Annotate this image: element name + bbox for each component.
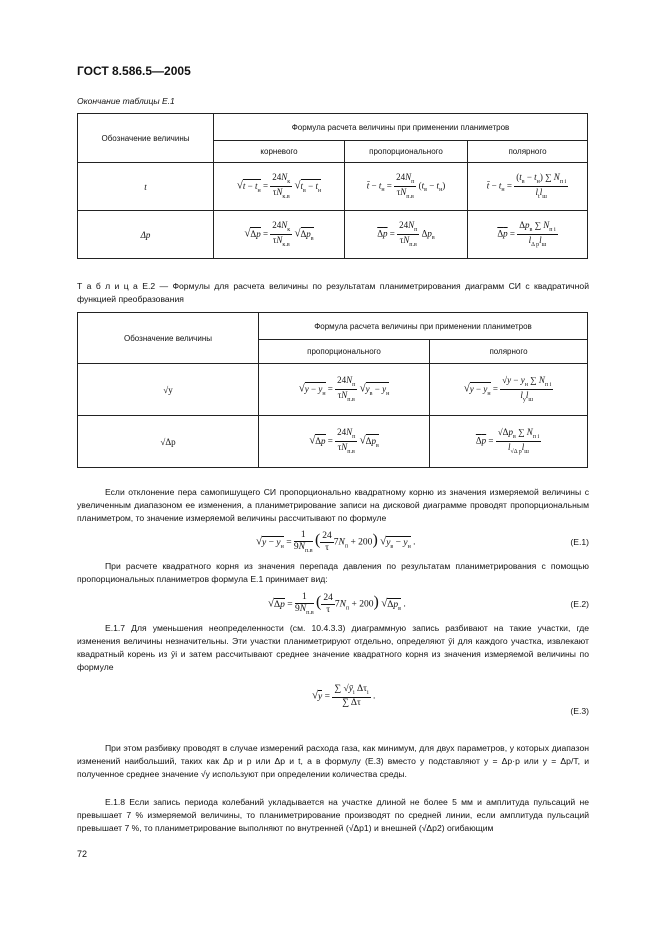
formula-root-t: $√t - t_н$ = $\frac{24N_к}{\tau N_{к.в}}$ $√t_в - t_н$	[214, 163, 345, 211]
table2-col-header: Обозначение величины	[78, 313, 259, 364]
formula-root-dp: √Δp = $\frac{24N_к}{\tau N_{к.в}}$ $√\Delta p_в$	[214, 211, 345, 259]
table1-caption: Окончание таблицы Е.1	[77, 96, 175, 106]
equation-e1-number: (Е.1)	[570, 537, 589, 547]
table-e1	[77, 113, 588, 259]
table2-row-symbol: √Δp	[78, 416, 259, 468]
table2-subheader-polar: полярного	[430, 340, 588, 364]
formula-proportional-y: $√y - y_н$ = $\frac{24N_п}{\tau N_{п.в}}$ $√y_в - y_н$	[259, 364, 430, 416]
table1-row-symbol: Δp	[78, 211, 214, 259]
table2-row-symbol: √y	[78, 364, 259, 416]
table1-subheader-root: корневого	[214, 141, 345, 163]
paragraph-5: Е.1.8 Если запись периода колебаний укладывается на участке длиной не более 5 мм и амплитуда пульсаций не превышает 7 % измеряемой величины, то планиметрирование производят по средней линии, если амплитуда пульсаций превышает 7 %, то планиметрирование выполняют по внутренней (√Δp1) и внешней (√Δp2) огибающим	[77, 797, 589, 833]
paragraph-2: При расчете квадратного корня из значения перепада давления по результатам планиметрирования с помощью пропорциональных планиметров формула Е.1 принимает вид:	[77, 561, 589, 584]
formula-polar-t: t̄ − $t_н$ = $\frac{(t_в - t_н) \sum N_{п i}}{l_tl_ш}$	[468, 163, 588, 211]
equation-e3-number: (Е.3)	[570, 706, 589, 716]
table2-group-header: Формула расчета величины при применении планиметров	[259, 313, 588, 340]
table1-row-symbol: t	[78, 163, 214, 211]
table2-subheader-proportional: пропорционального	[259, 340, 430, 364]
table1-subheader-polar: полярного	[468, 141, 588, 163]
formula-proportional-dp: Δp = $\frac{24N_п}{\tau N_{п.в}}$ $\Delta p_в$	[345, 211, 468, 259]
paragraph-3: Е.1.7 Для уменьшения неопределенности (см. 10.4.3.3) диаграммную запись разбивают на такие участки, где изменения величины незначительны. Эти участки планиметрируют отдельно, определяют ȳi для каждого участка, извлекают квадратный корень из ȳi и затем рассчитывают среднее значение квадратного корня из значения измеряемой величины по формуле	[77, 623, 589, 672]
equation-e1: $√y - y_н$ = $\frac{1}{9N_{п.в}}$ ( $\frac{24}{\tau}$ $7N_п + 200$) $√y_в - y_н$ .	[256, 530, 416, 554]
formula-proportional-t: t̄ − $t_н$ = $\frac{24N_п}{\tau N_{п.в}}$ $(t_в - t_н)$	[345, 163, 468, 211]
equation-e3: √y = $\frac{\sum √ȳ_i \Delta\tau_i}{\sum \Delta\tau}$ .	[312, 684, 376, 708]
table1-col-header: Обозначение величины	[78, 114, 214, 163]
table1-subheader-proportional: пропорционального	[345, 141, 468, 163]
formula-polar-sqrt-dp: Δp = $\frac{√\Delta p_в \sum N_{п i}}{l_{√\Delta p}l_ш}$	[430, 416, 588, 468]
formula-proportional-sqrt-dp: √Δp = $\frac{24N_п}{\tau N_{п.в}}$ $√\Delta p_в$	[259, 416, 430, 468]
equation-e2: √Δp = $\frac{1}{9N_{п.в}}$ ( $\frac{24}{\tau}$ $7N_п + 200$) $√\Delta p_в$ .	[268, 592, 406, 616]
table-e2	[77, 312, 588, 468]
formula-polar-y: $√y - y_н$ = $\frac{√y - y_н \sum N_{п i}}{l_yl_ш}$	[430, 364, 588, 416]
table2-caption: Т а б л и ц а Е.2 — Формулы для расчета величины по результатам планиметрирования диаграмм СИ с квадратичной функцией преобразования	[77, 281, 589, 304]
paragraph-4: При этом разбивку проводят в случае измерений расхода газа, как минимум, для двух параметров, у которых диапазон изменений наибольший, таких как Δp и p или Δp и t, а в формулу (Е.3) вместо y подставляют y = Δp·p или y = Δp/T, и полученное среднее значение √y используют при определении количества среды.	[77, 743, 589, 779]
page-number: 72	[77, 849, 88, 859]
document-header: ГОСТ 8.586.5—2005	[77, 64, 191, 78]
formula-polar-dp: Δp = $\frac{\Delta p_в \sum N_{п i}}{l_{\Delta p}l_ш}$	[468, 211, 588, 259]
table1-group-header: Формула расчета величины при применении планиметров	[214, 114, 588, 141]
paragraph-1: Если отклонение пера самопишущего СИ пропорционально квадратному корню из значения измеряемой величины с увеличенным диапазоном ее изменения, а планиметрирование записи на дисковой диаграмме проводят пропорциональным планиметром, то значение измеряемой величины рассчитывают по формуле	[77, 487, 589, 523]
equation-e2-number: (Е.2)	[570, 599, 589, 609]
